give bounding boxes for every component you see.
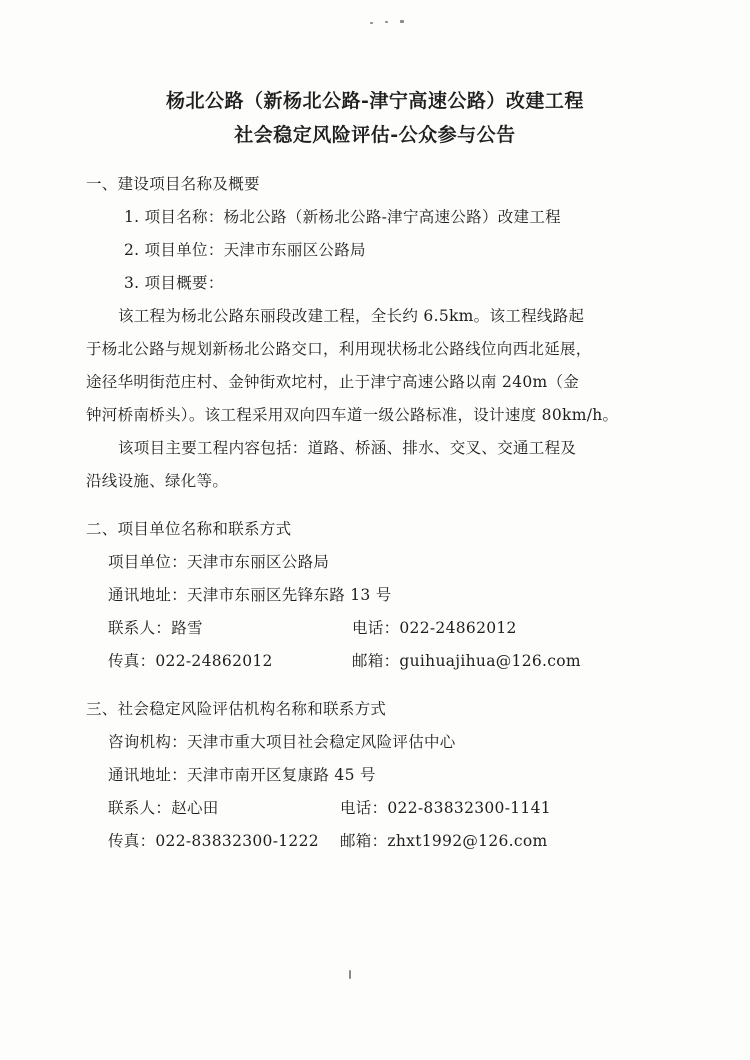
section3-heading: 三、社会稳定风险评估机构名称和联系方式 <box>86 700 387 718</box>
owner-contact-person: 联系人：路雪 <box>108 619 203 637</box>
owner-fax: 传真：022-24862012 <box>108 652 273 670</box>
owner-address: 通讯地址：天津市东丽区先锋东路 13 号 <box>108 586 392 604</box>
project-unit: 2. 项目单位：天津市东丽区公路局 <box>124 241 366 259</box>
works-text-line: 沿线设施、绿化等。 <box>86 472 229 490</box>
document-title-line1: 杨北公路（新杨北公路-津宁高速公路）改建工程 <box>166 90 584 112</box>
scan-speck <box>385 21 388 23</box>
overview-text-line: 于杨北公路与规划新杨北公路交口，利用现状杨北公路线位向西北延展， <box>86 340 592 358</box>
owner-email: 邮箱：guihuajihua@126.com <box>352 652 581 670</box>
section2-heading: 二、项目单位名称和联系方式 <box>86 520 292 538</box>
overview-text-line: 途径华明街范庄村、金钟街欢坨村，止于津宁高速公路以南 240m（金 <box>86 373 580 391</box>
project-name: 1. 项目名称：杨北公路（新杨北公路-津宁高速公路）改建工程 <box>124 208 561 226</box>
works-text-line: 该项目主要工程内容包括：道路、桥涵、排水、交叉、交通工程及 <box>118 439 577 457</box>
agency-contact-person: 联系人：赵心田 <box>108 799 219 817</box>
agency-name: 咨询机构：天津市重大项目社会稳定风险评估中心 <box>108 733 456 751</box>
owner-phone: 电话：022-24862012 <box>352 619 517 637</box>
scan-speck <box>370 22 373 24</box>
owner-unit: 项目单位：天津市东丽区公路局 <box>108 553 330 571</box>
scan-speck <box>400 20 404 23</box>
agency-phone: 电话：022-83832300-1141 <box>340 799 551 817</box>
document-title-line2: 社会稳定风险评估-公众参与公告 <box>234 124 516 146</box>
agency-email: 邮箱：zhxt1992@126.com <box>340 832 548 850</box>
overview-text-line: 钟河桥南桥头）。该工程采用双向四车道一级公路标准，设计速度 80km/h。 <box>86 406 619 424</box>
project-overview-label: 3. 项目概要： <box>124 274 224 292</box>
overview-text-line: 该工程为杨北公路东丽段改建工程，全长约 6.5km。该工程线路起 <box>118 307 585 325</box>
agency-fax: 传真：022-83832300-1222 <box>108 832 319 850</box>
agency-address: 通讯地址：天津市南开区复康路 45 号 <box>108 766 376 784</box>
section1-heading: 一、建设项目名称及概要 <box>86 175 260 193</box>
scan-speck <box>349 970 351 979</box>
